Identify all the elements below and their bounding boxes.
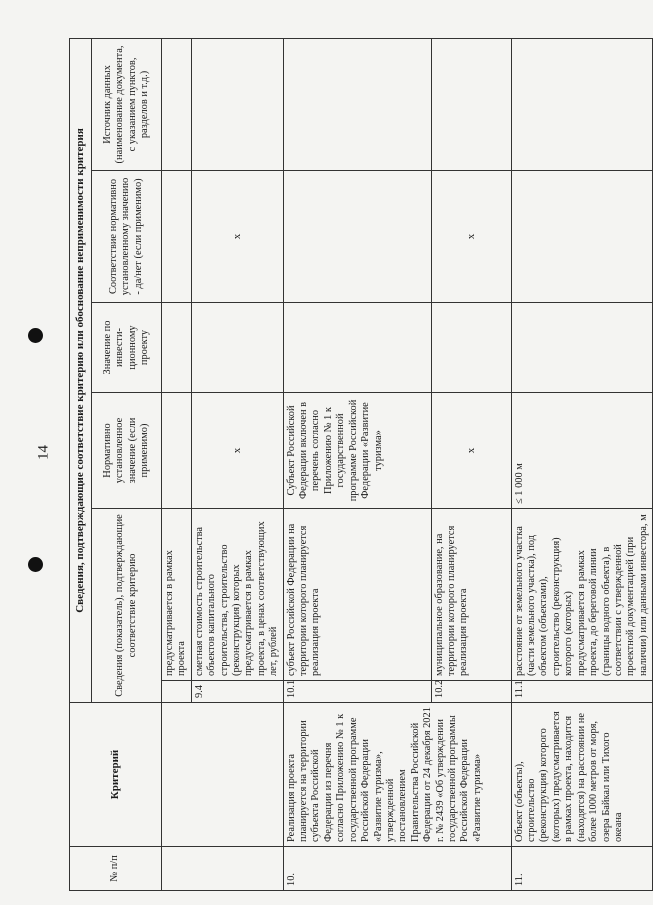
table-row (283, 38, 431, 890)
subnumber-cell: 9.4 (191, 681, 283, 703)
header-source: Источник данных (наименование документа, с указанием пунктов, разделов и т.д.) (92, 38, 162, 170)
header-investment: Значение по инвести-ционному проекту (92, 303, 162, 393)
normative-cell: Субъект Российской Федерации включен в перечень согласно Приложению № 1 к государственной программе Российской Федерации «Развитие туризма» (283, 393, 431, 509)
header-criterion: Критерий (70, 703, 162, 847)
info-cell: сметная стоимость строительства объектов капитального строительства, строительство (реконструкция) которых предусматривается в рамках проекта, в ценах соответствующих лет, рублей (191, 509, 283, 681)
info-cell: субъект Российской Федерации на территории которого планируется реализация проекта (283, 509, 431, 681)
header-info: Сведения (показатель), подтверждающие соответствие критерию (92, 509, 162, 703)
punch-hole (28, 557, 43, 572)
punch-hole (28, 328, 43, 343)
header-normative: Нормативно установленное значение (если применимо) (92, 393, 162, 509)
compliance-cell: x (431, 171, 511, 303)
header-compliance: Соответствие нормативно установленному значению - да/нет (если применимо) (92, 171, 162, 303)
compliance-cell: x (191, 171, 283, 303)
header-group: Сведения, подтверждающие соответствие критерию или обоснование неприменимости критерия (70, 38, 92, 702)
table-row (162, 38, 192, 890)
subnumber-cell: 11.1 (511, 681, 652, 703)
criterion-cell: Реализация проекта планируется на территории субъекта Российской Федерации из перечня согласно Приложению № 1 к государственной программе Российской Федерации «Развитие туризма», утвержденной постановлением Правительства Российской Федерации от 24 декабря 2021 г. № 2439 «Об утверждении государственной программы Российской Федерации «Развитие туризма» (283, 703, 511, 847)
criteria-table (69, 38, 653, 891)
subnumber-cell: 10.1 (283, 681, 431, 703)
page-number: 14 (35, 445, 52, 460)
table-row (511, 38, 652, 890)
subnumber-cell: 10.2 (431, 681, 511, 703)
normative-cell: ≤ 1 000 м (511, 393, 652, 509)
normative-cell: x (191, 393, 283, 509)
criteria-table-rotated (69, 39, 649, 891)
number-cell: 11. (511, 847, 652, 891)
continuation-cell: предусматривается в рамках проекта (162, 509, 192, 681)
number-cell: 10. (283, 847, 511, 891)
header-number: № п/п (70, 847, 162, 891)
info-cell: расстояние от земельного участка (части земельного участка), под объектом (объектами), строительство (реконструкция) которого (которых) предусматривается в рамках проекта, до береговой линии (границы водного объекта), в соответствии с утвержденной проектной документацией (при наличии) или данными инвестора, м (511, 509, 652, 681)
normative-cell: x (431, 393, 511, 509)
info-cell: муниципальное образование, на территории которого планируется реализация проекта (431, 509, 511, 681)
criterion-cell: Объект (объекты), строительство (реконструкция) которого (которых) предусматривается в рамках проекта, находится (находятся) на расстоянии не более 1000 метров от моря, озера Байкал или Тихого океана (511, 703, 652, 847)
